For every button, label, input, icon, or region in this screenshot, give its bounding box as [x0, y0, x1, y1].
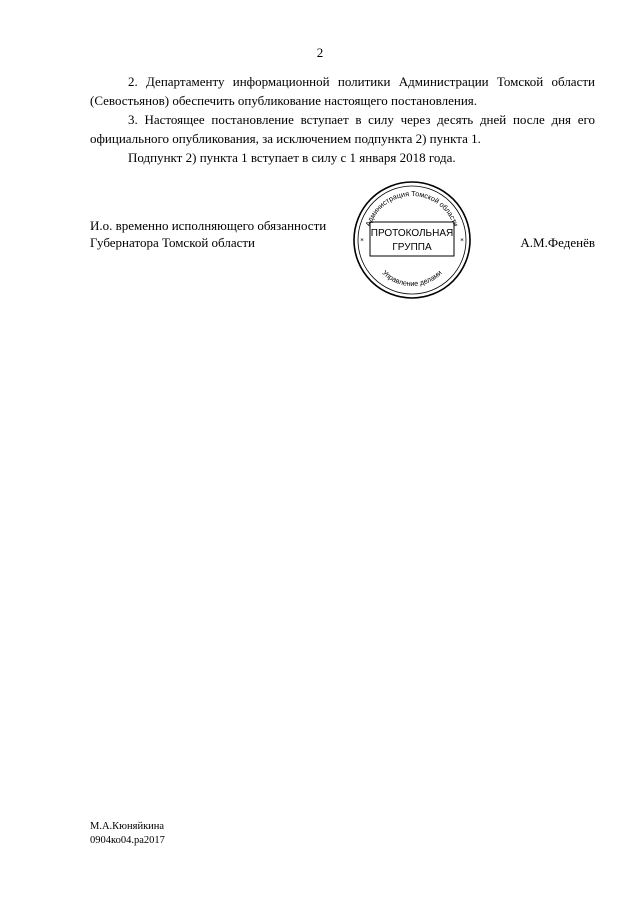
signer-title-line-1: И.о. временно исполняющего обязанности	[90, 218, 327, 233]
footer-file-code: 0904ко04.ра2017	[90, 835, 165, 846]
stamp-center-line-1: ПРОТОКОЛЬНАЯ	[370, 228, 454, 239]
signer-title-line-2: Губернатора Томской области	[90, 235, 256, 250]
signer-name: А.М.Феденёв	[520, 235, 595, 250]
paragraph-2: 2. Департаменту информационной политики Администрации Томской области (Севостьянов) обеспечить опубликование настоящего постановления.	[90, 74, 595, 108]
stamp-inner-ring	[358, 186, 466, 294]
document-footer	[90, 820, 165, 848]
paragraph-3: 3. Настоящее постановление вступает в силу через десять дней после дня его официального опубликования, за исключением подпункта 2) пункта 1.	[90, 112, 595, 146]
stamp-center-line-2: ГРУППА	[392, 242, 432, 253]
document-body	[90, 72, 595, 167]
stamp-outer-text-bottom: Управление делами	[380, 268, 444, 289]
signer-title	[90, 217, 326, 251]
signature-block	[90, 217, 595, 257]
paragraph-subpoint: Подпункт 2) пункта 1 вступает в силу с 1 января 2018 года.	[128, 150, 456, 165]
stamp-star-left: *	[360, 237, 364, 245]
stamp-star-right: *	[460, 237, 464, 245]
stamp-outer-text-top: Администрация Томской области	[363, 188, 461, 228]
page-number: 2	[316, 45, 324, 60]
protocol-group-stamp	[350, 178, 474, 302]
footer-author: М.А.Кюняйкина	[90, 821, 165, 832]
